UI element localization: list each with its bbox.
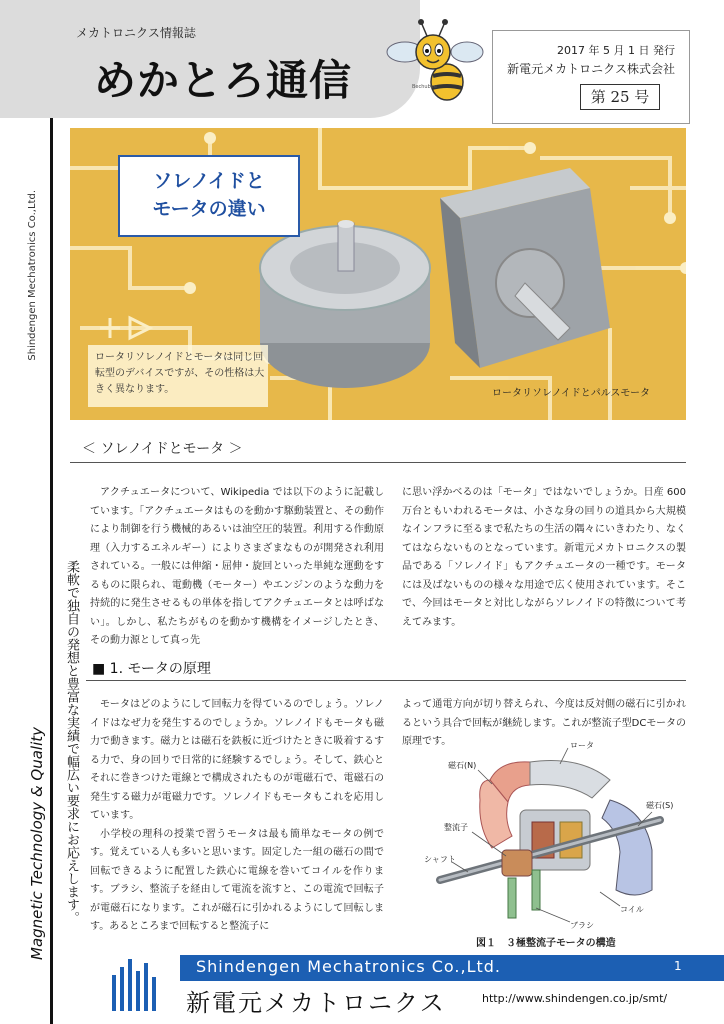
subsection-text-right: よって通電方向が切り替えられ、今度は反対側の磁石に引かれるという具合で回転が継続します。これが整流子型DCモータの原理です。 (402, 699, 686, 747)
bee-mascot-icon (385, 14, 485, 114)
mascot-name: Bechubee (412, 84, 437, 90)
sidebar-slogan: 柔軟で独自の発想と豊富な実績で幅広い要求にお応えします。 (64, 560, 79, 924)
figure-caption: 図１ ３極整流子モータの構造 (476, 938, 616, 949)
section-heading: ＜ ソレノイドとモータ ＞ (82, 441, 243, 457)
label-brush: ブラシ (570, 921, 594, 930)
hero-title (120, 157, 298, 223)
label-coil: コイル (620, 905, 644, 914)
hero-image-caption: ロータリソレノイドとパルスモータ (492, 388, 650, 399)
issue-number: 第 25 号 (580, 84, 660, 110)
subsection-text-left (90, 696, 384, 937)
section-text-left: アクチュエータについて、Wikipedia では以下のように記載しています。｢アクチュエータはものを動かす駆動装置と、その動作により制御を行う機械的あるいは油空圧的装置。利用する作動原理（入力するエネルギー）によりさまざまなものが開発され利用されている。一般には伸縮・屈伸・旋回といった単純な運動をするものに限られ、電動機（モーター）やエンジンのような動力を持続的に発生させるもの単体を指してアクチュエータとは呼ばない｣。しかし、私たちがものを動かす機構をイメージしたとき、その動力源として真っ先 (90, 487, 384, 646)
hero-title-line1: ソレノイドと (153, 170, 265, 192)
sidebar-tagline: Magnetic Technology & Quality (28, 726, 46, 960)
label-shaft: シャフト (424, 855, 456, 864)
subsection-paragraph-1: モータはどのようにして回転力を得ているのでしょう。ソレノイドはなぜ力を発生するのでしょうか。ソレノイドもモータも磁力で動きます。磁力とは磁石を鉄板に近づけたときに吸着するする力で、身の回りで日常的に経験するでしょう。そして、鉄心とそれに巻きつけた電線とで構成されたものが電磁石で、電磁石の発生する磁力が電磁力です。ソレノイドもモータもこれを応用しています。 (90, 699, 384, 821)
label-commutator: 整流子 (444, 823, 468, 832)
rotary-solenoid-illustration (260, 220, 430, 388)
pulse-motor-illustration (440, 168, 610, 368)
section-divider (70, 462, 686, 463)
issue-date: 2017 年 5 月 1 日 発行 (557, 44, 675, 57)
motor-structure-diagram (420, 740, 686, 930)
hero-title-box (118, 155, 300, 237)
company-logo-icon (108, 955, 168, 1015)
label-magnet-n: 磁石(N) (448, 761, 477, 770)
footer-company-jp: 新電元メカトロニクス (186, 989, 446, 1017)
label-rotor: ロータ (570, 741, 594, 750)
footer-company-en: Shindengen Mechatronics Co.,Ltd. (196, 957, 502, 976)
hero-caption: ロータリソレノイドとモータは同じ回転型のデバイスですが、その性格は大きく異なります。 (95, 352, 265, 395)
subsection-divider (86, 680, 686, 681)
subsection-paragraph-2: 小学校の理科の授業で習うモータは最も簡単なモータの例です。覚えている人も多いと思います。固定した一組の磁石の間で回転できるように配置した鉄心に電線を巻いてコイルを作ります。ブラシ、整流子を経由して電流を流すと、この電流で回転子が電磁石になります。これが磁石に引かれるようにして回転します。あるところまで回転すると整流子に (90, 828, 384, 932)
subsection-heading: ■ 1. モータの原理 (92, 661, 211, 677)
page-title: めかとろ通信 (94, 56, 353, 105)
hero-title-line2: モータの違い (152, 198, 266, 220)
publisher-name: 新電元メカトロニクス株式会社 (507, 62, 675, 76)
section-text-right: に思い浮かべるのは「モータ」ではないでしょうか。日産 600 万台ともいわれるモータは、小さな身の回りの道具から大規模なインフラに至るまで私たちの生活の隅々にいきわたり、なくてはならないものとなっています。新電元メカトロニクスの製品である「ソレノイド」もアクチュエータの一種です。モータには及ばないものの様々な用途で広く使用されています。そこで、今回はモータと対比しながらソレノイドの特徴について考えてみます。 (402, 487, 686, 628)
magazine-label: メカトロニクス情報誌 (76, 26, 196, 40)
label-magnet-s: 磁石(S) (646, 801, 674, 810)
page-number: 1 (674, 959, 682, 973)
left-margin-rule (50, 118, 53, 1024)
footer-url[interactable]: http://www.shindengen.co.jp/smt/ (482, 992, 668, 1005)
sidebar-company: Shindengen Mechatronics Co.,Ltd. (27, 190, 38, 361)
